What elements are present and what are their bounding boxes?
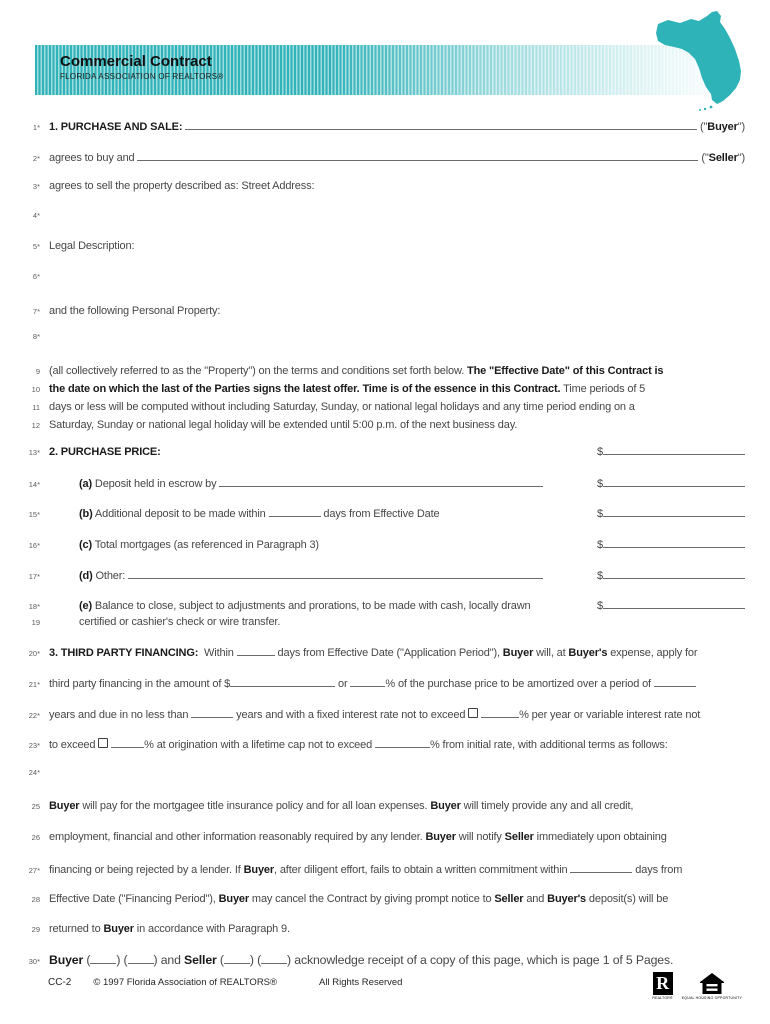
blank-field[interactable] (481, 704, 519, 718)
text-run: ( (216, 953, 224, 967)
form-line (20, 704, 745, 722)
text-run: (c) (79, 539, 92, 551)
line-content (49, 503, 585, 523)
text-run: , after diligent effort, fails to obtain a written commitment within (274, 864, 571, 876)
blank-field[interactable] (570, 859, 632, 873)
form-line (20, 673, 745, 691)
text-run: or (335, 678, 351, 690)
blank-field[interactable] (261, 950, 287, 964)
text-run: (all collectively referred to as the "Property") on the terms and conditions set forth below. (49, 365, 468, 377)
line-number: 13* (28, 448, 40, 457)
amount-blank-field[interactable] (603, 441, 745, 455)
text-run: Deposit held in escrow by (92, 478, 220, 490)
line-number: 22* (28, 711, 40, 720)
form-line (20, 302, 745, 320)
text-run: employment, financial and other information reasonably required by any lender. (49, 831, 426, 843)
amount-field (597, 534, 745, 554)
form-line (20, 828, 745, 846)
form-line (20, 362, 745, 380)
text-run: (b) (79, 508, 93, 520)
text-run: ) ( (249, 953, 262, 967)
line-number: 1* (32, 123, 40, 132)
line-content (49, 380, 745, 398)
text-run: 1. PURCHASE AND SALE: (49, 121, 186, 133)
text-run: Total mortgages (as referenced in Paragraph 3) (92, 539, 319, 551)
text-run: the date on which the last of the Parties signs the latest offer. Time is of the essence in this Contract. (49, 383, 561, 395)
line-number: 21* (28, 680, 40, 689)
amount-blank-field[interactable] (603, 595, 745, 609)
text-run: Buyer (218, 893, 250, 905)
text-run: ") (737, 121, 745, 133)
equal-housing-house-icon (699, 972, 725, 995)
text-run: days from Effective Date (320, 508, 440, 520)
blank-field[interactable] (185, 116, 697, 130)
text-run: ) and (153, 953, 185, 967)
blank-field[interactable] (111, 734, 144, 748)
amount-blank-field[interactable] (603, 473, 745, 487)
text-run: (a) (79, 478, 92, 490)
text-run: will notify (455, 831, 505, 843)
text-run: Buyer (707, 121, 738, 133)
text-run: ) ( (116, 953, 128, 967)
line-number: 28 (31, 895, 40, 904)
realtor-logo-letter: R (653, 972, 673, 995)
line-number: 20* (28, 649, 40, 658)
text-run: (" (698, 152, 709, 164)
realtor-logo-icon (652, 972, 672, 1000)
line-number: 29 (31, 925, 40, 934)
text-run: in accordance with Paragraph 9. (133, 923, 290, 935)
form-line (20, 764, 745, 782)
amount-blank-field[interactable] (603, 534, 745, 548)
form-line (20, 380, 745, 398)
line-content (49, 565, 585, 585)
amount-blank-field[interactable] (603, 503, 745, 517)
line-content (49, 797, 745, 815)
line-content (49, 950, 745, 969)
form-line (20, 734, 745, 752)
line-number: 24* (28, 768, 40, 777)
text-run: expense, apply for (607, 647, 698, 659)
page-subtitle: FLORIDA ASSOCIATION OF REALTORS® (60, 72, 224, 81)
line-number: 25 (31, 802, 40, 811)
line-content (49, 116, 745, 136)
form-line (20, 237, 745, 255)
blank-field[interactable] (224, 950, 250, 964)
form-line (20, 177, 745, 195)
line-content (49, 416, 745, 434)
line-number: 5* (32, 242, 40, 251)
line-content (49, 734, 745, 754)
page-title: Commercial Contract (60, 53, 212, 70)
form-line (20, 797, 745, 815)
text-run: certified or cashier's check or wire transfer. (79, 616, 281, 628)
line-content (49, 473, 585, 493)
dollar-sign: $ (597, 600, 603, 612)
line-content (49, 237, 745, 255)
text-run: may cancel the Contract by giving prompt notice to (249, 893, 495, 905)
text-run: Seller (184, 953, 217, 967)
blank-field[interactable] (191, 704, 233, 718)
text-run: agrees to buy and (49, 152, 138, 164)
contract-body (20, 116, 745, 968)
form-code: CC-2 (48, 977, 72, 988)
text-run: days from Effective Date ("Application Period"), (274, 647, 503, 659)
line-number: 7* (32, 307, 40, 316)
line-content (49, 147, 745, 167)
copyright-text: © 1997 Florida Association of REALTORS® (93, 977, 278, 988)
blank-field[interactable] (350, 673, 385, 687)
line-number: 16* (28, 541, 40, 550)
line-content (49, 302, 745, 320)
text-run: (d) (79, 570, 93, 582)
line-content (49, 443, 585, 461)
florida-state-icon (653, 7, 750, 111)
line-number: 23* (28, 741, 40, 750)
text-run: financing or being rejected by a lender. If (49, 864, 244, 876)
form-line (20, 207, 745, 225)
text-run: Additional deposit to be made within (92, 508, 269, 520)
realtor-logo-caption: REALTOR® (652, 996, 673, 1000)
form-line (20, 859, 745, 877)
line-number: 19 (31, 618, 40, 627)
text-run: Buyer's (568, 647, 608, 659)
checkbox[interactable] (468, 708, 478, 718)
form-line (20, 116, 745, 134)
blank-field[interactable] (269, 503, 321, 517)
line-content (49, 704, 745, 724)
line-number: 30* (28, 957, 40, 966)
blank-field[interactable] (128, 565, 543, 579)
text-run: % at origination with a lifetime cap not to exceed (144, 739, 375, 751)
line-content (49, 398, 745, 416)
text-run: Seller (494, 893, 524, 905)
text-run: (e) (79, 600, 92, 612)
form-line (20, 613, 745, 631)
text-run: will timely provide any and all credit, (460, 800, 634, 812)
equal-housing-logo-icon (682, 972, 742, 1000)
equal-housing-caption: EQUAL HOUSING OPPORTUNITY (681, 996, 742, 1000)
blank-field[interactable] (654, 673, 696, 687)
form-line (20, 920, 745, 938)
text-run: Time periods of 5 (560, 383, 646, 395)
page-footer (20, 977, 745, 988)
blank-field[interactable] (230, 673, 335, 687)
text-run: will, at (533, 647, 569, 659)
line-number: 9 (35, 367, 40, 376)
rights-text: All Rights Reserved (319, 977, 403, 988)
form-line (20, 441, 745, 459)
form-line (20, 398, 745, 416)
text-run: and (523, 893, 548, 905)
amount-field (597, 441, 745, 461)
line-content (49, 828, 745, 846)
text-run: Buyer's (547, 893, 587, 905)
text-run: Buyer (425, 831, 456, 843)
text-run: third party financing in the amount of $ (49, 678, 231, 690)
line-content (49, 536, 585, 554)
text-run: days or less will be computed without including Saturday, Sunday, or national legal holidays and any time period ending on a (49, 401, 635, 413)
text-run: immediately upon obtaining (533, 831, 667, 843)
line-number: 8* (32, 332, 40, 341)
line-number: 27* (28, 866, 40, 875)
text-run: returned to (49, 923, 104, 935)
amount-field (597, 503, 745, 523)
line-content (49, 859, 745, 879)
line-number: 10 (31, 385, 40, 394)
text-run: % per year or variable interest rate not (519, 709, 701, 721)
text-run: Effective Date ("Financing Period"), (49, 893, 219, 905)
text-run: deposit(s) will be (586, 893, 669, 905)
dollar-sign: $ (597, 539, 603, 551)
form-line (20, 950, 745, 968)
text-run: agrees to sell the property described as: Street Address: (49, 180, 315, 192)
text-run: (" (697, 121, 708, 133)
line-number: 12 (31, 421, 40, 430)
form-line (20, 473, 745, 491)
line-content (49, 890, 745, 908)
text-run: days from (632, 864, 683, 876)
text-run: to exceed (49, 739, 99, 751)
amount-field (597, 565, 745, 585)
text-run: Buyer (430, 800, 461, 812)
text-run: Balance to close, subject to adjustments and prorations, to be made with cash, locally drawn (92, 600, 531, 612)
line-number: 6* (32, 272, 40, 281)
line-content (49, 920, 745, 938)
line-content (49, 613, 745, 631)
text-run: ) acknowledge receipt of a copy of this page, which is page 1 of 5 Pages. (287, 953, 674, 967)
form-line (20, 328, 745, 346)
form-line (20, 565, 745, 583)
text-run: Buyer (502, 647, 534, 659)
blank-field[interactable] (90, 950, 116, 964)
blank-field[interactable] (137, 147, 698, 161)
text-run: and the following Personal Property: (49, 305, 221, 317)
line-number: 15* (28, 510, 40, 519)
text-run: years and with a fixed interest rate not to exceed (233, 709, 469, 721)
line-number: 2* (32, 154, 40, 163)
blank-field[interactable] (219, 473, 543, 487)
line-content (49, 177, 745, 195)
form-line (20, 642, 745, 660)
dollar-sign: $ (597, 570, 603, 582)
line-number: 4* (32, 211, 40, 220)
line-number: 3* (32, 182, 40, 191)
form-line (20, 534, 745, 552)
text-run: % from initial rate, with additional terms as follows: (430, 739, 668, 751)
header-banner (35, 45, 733, 95)
line-number: 14* (28, 480, 40, 489)
line-content (49, 362, 745, 380)
text-run: Legal Description: (49, 240, 135, 252)
text-run: will pay for the mortgagee title insurance policy and for all loan expenses. (79, 800, 431, 812)
amount-field (597, 473, 745, 493)
dollar-sign: $ (597, 446, 603, 458)
text-run: Other: (92, 570, 129, 582)
text-run: Seller (504, 831, 534, 843)
text-run: Buyer (49, 800, 80, 812)
line-number: 17* (28, 572, 40, 581)
form-line (20, 268, 745, 286)
text-run: Buyer (243, 864, 275, 876)
amount-blank-field[interactable] (603, 565, 745, 579)
text-run: ( (83, 953, 91, 967)
blank-field[interactable] (375, 734, 430, 748)
dollar-sign: $ (597, 478, 603, 490)
line-content (49, 642, 745, 662)
text-run: 3. THIRD PARTY FINANCING: (49, 647, 199, 659)
blank-field[interactable] (237, 642, 275, 656)
form-line (20, 416, 745, 434)
text-run: Within (198, 647, 237, 659)
text-run: Saturday, Sunday or national legal holiday will be extended until 5:00 p.m. of the next business day. (49, 419, 518, 431)
text-run: % of the purchase price to be amortized over a period of (385, 678, 654, 690)
text-run: Buyer (49, 953, 84, 967)
form-line (20, 890, 745, 908)
dollar-sign: $ (597, 508, 603, 520)
text-run: 2. PURCHASE PRICE: (49, 446, 161, 458)
line-number: 11 (32, 403, 40, 412)
text-run: ") (737, 152, 745, 164)
footer-logos (652, 972, 742, 1000)
line-number: 18* (28, 602, 40, 611)
text-run: years and due in no less than (49, 709, 192, 721)
form-line (20, 147, 745, 165)
amount-field (597, 595, 745, 615)
form-line (20, 503, 745, 521)
text-run: The "Effective Date" of this Contract is (467, 365, 664, 377)
blank-field[interactable] (128, 950, 154, 964)
text-run: Buyer (103, 923, 134, 935)
checkbox[interactable] (98, 738, 108, 748)
line-content (49, 673, 745, 693)
form-line (20, 595, 745, 613)
line-number: 26 (31, 833, 40, 842)
text-run: Seller (708, 152, 738, 164)
